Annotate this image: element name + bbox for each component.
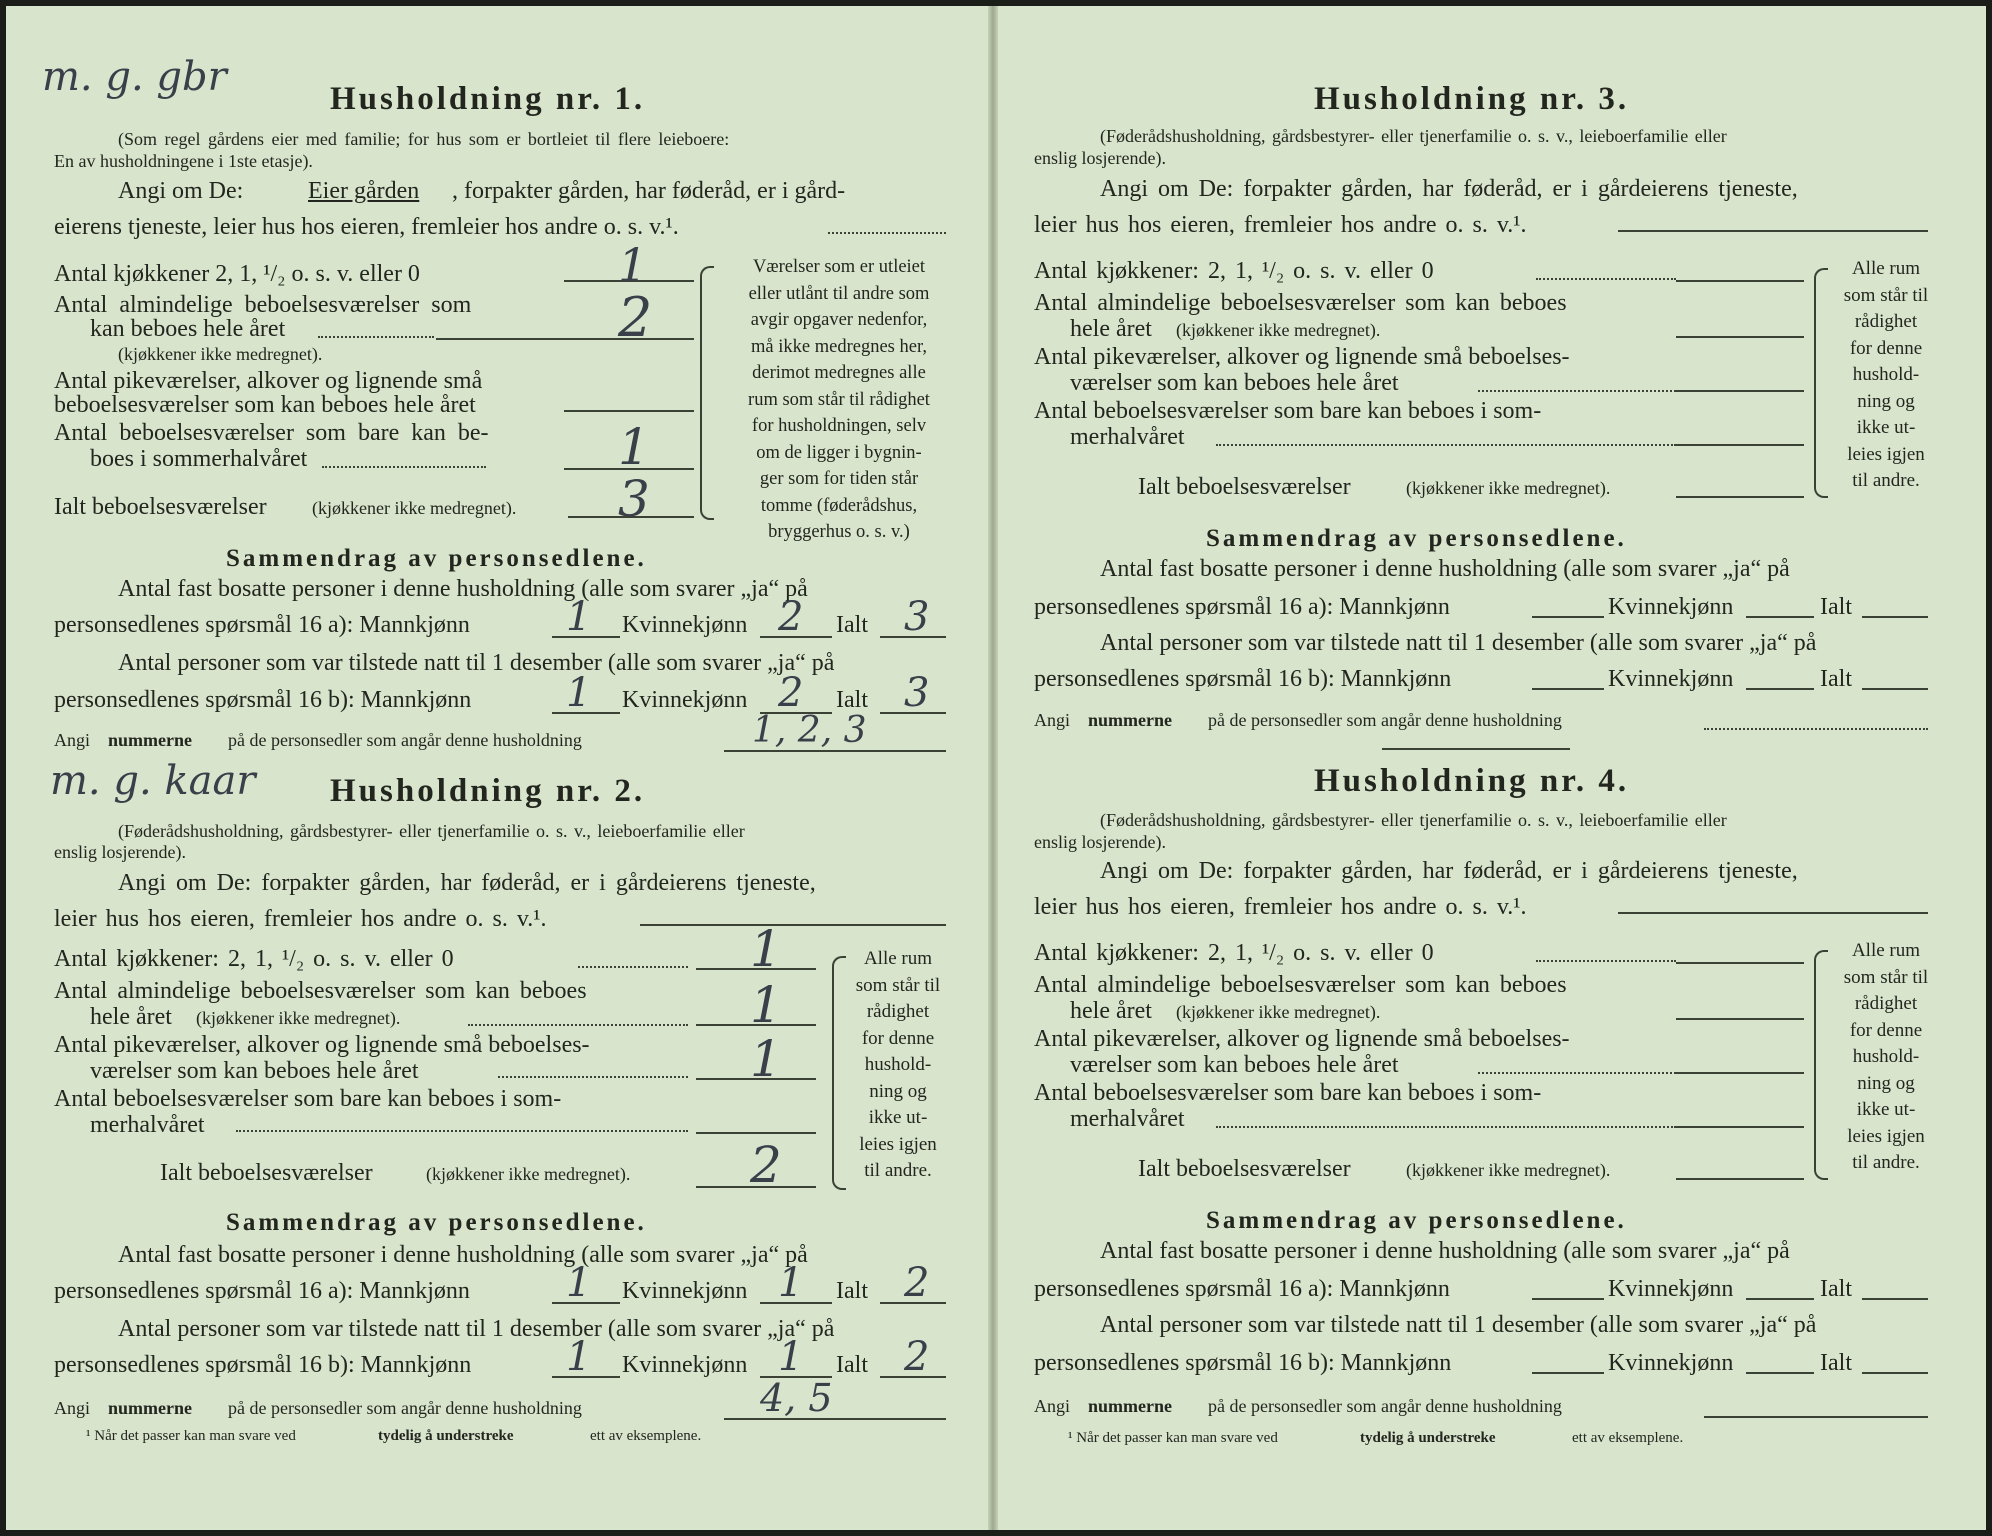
hh2-side-line: ikke ut- [868,1107,928,1128]
hh4-side-line: rådighet [1854,993,1918,1014]
separator-line [1382,748,1570,750]
hh1-nummer-bold: nummerne [108,730,192,750]
hh3-b-ialt-label: Ialt [1820,666,1852,692]
hh1-pike-2: beboelsesværelser som kan beboes hele året [54,392,476,418]
hh3-b-i-line [1862,688,1928,690]
hh4-nummer-line [1704,1416,1928,1418]
hh3-side-line: rådighet [1854,311,1918,332]
hh2-alm-3: (kjøkkener ikke medregnet). [196,1008,401,1028]
hh2-a-ialt-label: Ialt [836,1278,868,1304]
hh4-angi-fill [1618,912,1928,914]
hh2-sommer-dots [236,1130,688,1132]
hh2-a-kvinne-label: Kvinnekjønn [622,1278,748,1304]
hh2-s4: personsedlenes spørsmål 16 b): Mannkjønn [54,1352,472,1378]
hh1-ialt-note: (kjøkkener ikke medregnet). [312,498,517,518]
left-page [6,6,966,1530]
hh2-alm-1: Antal almindelige beboelsesværelser som kan beboes [54,978,587,1004]
hh3-side-line: hushold- [1852,364,1920,385]
hh1-side-line: må ikke medregnes her, [751,336,927,357]
hh3-b-m-line [1532,688,1604,690]
hh4-sommer-dots [1216,1126,1676,1128]
hh3-side-line: Alle rum [1851,258,1921,279]
hh2-b-i-value: 2 [904,1334,930,1380]
hh1-b-i-value: 3 [904,670,930,716]
hh1-b-ialt-label: Ialt [836,687,868,713]
hh4-ialt-label: Ialt beboelsesværelser [1138,1156,1351,1182]
hh4-side-note [1826,938,1946,1177]
hh3-sommer-2: merhalvåret [1070,424,1185,450]
hh2-alm-dots [468,1024,688,1026]
hh2-angi-1: Angi om De: forpakter gården, har føderåd, er i gårdeierens tjeneste, [118,870,816,896]
hh3-ialt-note: (kjøkkener ikke medregnet). [1406,478,1611,498]
hh2-angi-2: leier hus hos eieren, fremleier hos andre o. s. v.¹. [54,906,547,932]
hh1-side-line: for husholdningen, selv [751,416,927,436]
hh3-kjokken-label: Antal kjøkkener: 2, 1, ¹/₂ o. s. v. eller 0 [1034,258,1434,284]
hh3-angi-1: Angi om De: forpakter gården, har føderåd, er i gårdeierens tjeneste, [1100,176,1798,202]
hh2-kjokken-dots [578,966,688,968]
hh3-side-line: ikke ut- [1856,417,1916,438]
hh4-side-line: Alle rum [1851,940,1921,961]
margin-note-2: m. g. kaar [50,758,256,804]
hh2-sommer-line [696,1132,816,1134]
hh4-nummer-post: på de personsedler som angår denne husholdning [1208,1396,1562,1416]
hh3-alm-3: (kjøkkener ikke medregnet). [1176,320,1381,340]
hh1-ialt-value: 3 [618,470,650,528]
hh3-side-note [1826,256,1946,495]
hh3-side-line: leies igjen [1847,443,1925,465]
right-page [1020,6,1980,1530]
hh1-a-kvinne-label: Kvinnekjønn [622,612,748,638]
hh4-a-ialt-label: Ialt [1820,1276,1852,1302]
hh2-a-k-value: 1 [778,1260,804,1306]
hh4-b-k-line [1746,1372,1814,1374]
hh3-alm-2: hele året [1070,316,1152,342]
hh1-s2: personsedlenes spørsmål 16 a): Mannkjønn [54,612,470,638]
hh3-angi-2: leier hus hos eieren, fremleier hos andre o. s. v.¹. [1034,212,1527,238]
hh3-alm-1: Antal almindelige beboelsesværelser som kan beboes [1034,290,1567,316]
hh1-alm-dots [318,336,434,338]
hh2-pike-dots [498,1076,688,1078]
hh3-ialt-line [1676,496,1804,498]
hh2-sommer-1: Antal beboelsesværelser som bare kan beboes i som- [54,1086,562,1112]
hh2-ialt-label: Ialt beboelsesværelser [160,1160,373,1186]
hh3-pike-1: Antal pikeværelser, alkover og lignende små beboelses- [1034,344,1570,370]
hh2-nummer-bold: nummerne [108,1398,192,1418]
hh1-s3: Antal personer som var tilstede natt til 1 desember (alle som svarer „ja“ på [118,650,835,676]
hh4-b-i-line [1862,1372,1928,1374]
hh2-kjokken-value: 1 [750,920,782,978]
hh1-angi-rest: , forpakter gården, har føderåd, er i gård- [452,178,846,204]
hh1-ialt-label: Ialt beboelsesværelser [54,494,267,520]
hh2-b-m-value: 1 [566,1334,592,1380]
hh2-side-line: leies igjen [859,1133,937,1155]
hh4-side-line: hushold- [1852,1046,1920,1067]
hh1-side-line: avgir opgaver nedenfor, [750,310,928,330]
hh4-s3: Antal personer som var tilstede natt til 1 desember (alle som svarer „ja“ på [1100,1312,1817,1338]
hh1-sommer-2: boes i sommerhalvåret [90,446,308,472]
hh2-alm-2: hele året [90,1004,172,1030]
hh1-nummer-post: på de personsedler som angår denne husholdning [228,730,582,750]
hh1-alm-2: kan beboes hele året [90,316,286,342]
hh2-angi-fill [640,924,946,926]
hh1-side-line: Værelser som er utleiet [752,257,926,277]
hh4-a-m-line [1532,1298,1604,1300]
hh4-side-line: leies igjen [1847,1125,1925,1147]
hh1-a-k-value: 2 [778,594,804,640]
hh2-alm-value: 1 [750,976,782,1034]
hh3-pike-2: værelser som kan beboes hele året [1070,370,1399,396]
hh1-angi-fill [828,232,946,234]
hh4-s4: personsedlenes spørsmål 16 b): Mannkjønn [1034,1350,1452,1376]
hh4-b-m-line [1532,1372,1604,1374]
hh2-title: Husholdning nr. 2. [330,773,646,809]
hh3-a-m-line [1532,616,1604,618]
hh3-a-kvinne-label: Kvinnekjønn [1608,594,1734,620]
hh2-side-line: rådighet [866,1001,930,1022]
hh4-sommer-line [1676,1126,1804,1128]
hh1-side-line: om de ligger i bygnin- [756,442,922,463]
hh4-sommer-2: merhalvåret [1070,1106,1185,1132]
hh4-alm-3: (kjøkkener ikke medregnet). [1176,1002,1381,1022]
hh2-pike-2: værelser som kan beboes hele året [90,1058,419,1084]
hh3-b-k-line [1746,688,1814,690]
hh2-nummer-value: 4, 5 [760,1376,833,1420]
hh3-angi-fill [1618,230,1928,232]
hh4-ialt-line [1676,1178,1804,1180]
hh1-side-line: tomme (føderådshus, [760,495,918,516]
hh1-pike-line [564,410,694,412]
hh3-side-line: ning og [1857,390,1915,412]
hh4-side-line: ikke ut- [1856,1099,1916,1120]
hh2-side-line: ning og [869,1080,927,1102]
hh2-ialt-note: (kjøkkener ikke medregnet). [426,1164,631,1184]
hh2-side-line: hushold- [864,1054,932,1075]
hh4-a-k-line [1746,1298,1814,1300]
hh3-sommer-line [1676,444,1804,446]
census-sheet [6,6,1986,1530]
footnote-right-bold: tydelig å understreke [1360,1430,1496,1446]
hh3-sommer-dots [1216,444,1676,446]
hh3-nummer-post: på de personsedler som angår denne husholdning [1208,710,1562,730]
hh4-sommer-1: Antal beboelsesværelser som bare kan beboes i som- [1034,1080,1542,1106]
hh3-nummer-pre: Angi [1034,710,1070,730]
hh3-s4: personsedlenes spørsmål 16 b): Mannkjønn [1034,666,1452,692]
hh2-kjokken-label: Antal kjøkkener: 2, 1, ¹/₂ o. s. v. eller 0 [54,946,454,972]
hh3-ialt-label: Ialt beboelsesværelser [1138,474,1351,500]
hh3-b-kvinne-label: Kvinnekjønn [1608,666,1734,692]
hh1-side-line: eller utlånt til andre som [748,283,930,304]
hh4-alm-2: hele året [1070,998,1152,1024]
hh2-summary-title: Sammendrag av personsedlene. [226,1209,647,1236]
footnote-left-post: ett av eksemplene. [590,1428,702,1444]
hh1-pike-1: Antal pikeværelser, alkover og lignende små [54,368,483,394]
hh1-side-line: rum som står til rådighet [748,389,930,410]
hh1-b-m-value: 1 [566,670,592,716]
hh3-side-line: som står til [1843,284,1929,306]
hh1-angi-label: Angi om De: [118,178,244,204]
hh4-b-kvinne-label: Kvinnekjønn [1608,1350,1734,1376]
hh1-nummer-value: 1, 2, 3 [752,710,867,751]
hh1-title: Husholdning nr. 1. [330,81,646,117]
hh4-kjokken-dots [1536,960,1676,962]
hh2-side-line: som står til [855,974,941,996]
margin-note-1: m. g. gbr [42,54,227,100]
hh4-a-i-line [1862,1298,1928,1300]
hh4-ialt-note: (kjøkkener ikke medregnet). [1406,1160,1611,1180]
hh3-s1: Antal fast bosatte personer i denne husholdning (alle som svarer „ja“ på [1100,556,1790,582]
hh1-note-2: En av husholdningene i 1ste etasje). [54,151,313,171]
hh4-alm-1: Antal almindelige beboelsesværelser som kan beboes [1034,972,1567,998]
hh4-angi-1: Angi om De: forpakter gården, har føderåd, er i gårdeierens tjeneste, [1100,858,1798,884]
hh3-a-i-line [1862,616,1928,618]
hh3-side-line: til andre. [1852,470,1920,491]
hh1-nummer-pre: Angi [54,730,90,750]
hh2-b-k-value: 1 [778,1334,804,1380]
footnote-right-pre: ¹ Når det passer kan man svare ved [1068,1430,1278,1446]
hh1-alm-line [436,338,694,340]
footnote-left-pre: ¹ Når det passer kan man svare ved [86,1428,296,1444]
hh2-nummer-pre: Angi [54,1398,90,1418]
hh3-kjokken-dots [1536,278,1676,280]
hh1-summary-title: Sammendrag av personsedlene. [226,545,647,572]
hh2-ialt-value: 2 [750,1136,782,1194]
hh1-alm-3: (kjøkkener ikke medregnet). [118,344,323,364]
hh4-kjokken-label: Antal kjøkkener: 2, 1, ¹/₂ o. s. v. eller 0 [1034,940,1434,966]
hh1-kjokken-value: 1 [618,238,648,292]
hh1-note-1: (Som regel gårdens eier med familie; for hus som er bortleiet til flere leieboere: [118,129,730,149]
footnote-right-post: ett av eksemplene. [1572,1430,1684,1446]
hh1-side-line: derimot medregnes alle [752,363,926,383]
hh3-note-2: enslig losjerende). [1034,148,1166,168]
hh4-title: Husholdning nr. 4. [1314,763,1630,799]
hh4-side-line: som står til [1843,966,1929,988]
hh3-pike-line [1676,390,1804,392]
hh1-sommer-value: 1 [618,418,650,476]
hh2-b-ialt-label: Ialt [836,1352,868,1378]
hh2-a-i-value: 2 [904,1260,930,1306]
hh2-note-1: (Føderådshusholdning, gårdsbestyrer- eller tjenerfamilie o. s. v., leieboerfamilie eller [118,821,745,841]
hh2-s1: Antal fast bosatte personer i denne husholdning (alle som svarer „ja“ på [118,1242,808,1268]
hh4-side-line: ning og [1857,1072,1915,1094]
hh4-a-kvinne-label: Kvinnekjønn [1608,1276,1734,1302]
hh1-s1: Antal fast bosatte personer i denne husholdning (alle som svarer „ja“ på [118,576,808,602]
hh3-a-k-line [1746,616,1814,618]
hh3-alm-line [1676,336,1804,338]
hh2-pike-1: Antal pikeværelser, alkover og lignende små beboelses- [54,1032,590,1058]
hh1-sommer-dots [322,466,486,468]
hh4-note-1: (Føderådshusholdning, gårdsbestyrer- eller tjenerfamilie o. s. v., leieboerfamilie eller [1100,810,1727,830]
hh2-s2: personsedlenes spørsmål 16 a): Mannkjønn [54,1278,470,1304]
hh1-angi-underlined: Eier gården [308,178,420,204]
hh3-note-1: (Føderådshusholdning, gårdsbestyrer- eller tjenerfamilie o. s. v., leieboerfamilie eller [1100,126,1727,146]
hh4-s2: personsedlenes spørsmål 16 a): Mannkjønn [1034,1276,1450,1302]
hh4-pike-line [1676,1072,1804,1074]
hh2-b-kvinne-label: Kvinnekjønn [622,1352,748,1378]
hh3-pike-dots [1478,390,1676,392]
hh3-s3: Antal personer som var tilstede natt til 1 desember (alle som svarer „ja“ på [1100,630,1817,656]
hh1-a-ialt-label: Ialt [836,612,868,638]
hh2-sommer-2: merhalvåret [90,1112,205,1138]
hh2-side-line: for denne [861,1027,935,1049]
hh2-nummer-post: på de personsedler som angår denne husholdning [228,1398,582,1418]
footnote-left-bold: tydelig å understreke [378,1428,514,1444]
hh1-side-line: bryggerhus o. s. v.) [768,522,910,542]
hh4-s1: Antal fast bosatte personer i denne husholdning (alle som svarer „ja“ på [1100,1238,1790,1264]
hh2-side-line: til andre. [864,1160,932,1181]
hh4-b-ialt-label: Ialt [1820,1350,1852,1376]
hh2-note-2: enslig losjerende). [54,842,186,862]
hh1-sommer-1: Antal beboelsesværelser som bare kan be- [54,420,489,446]
hh4-side-line: for denne [1849,1019,1923,1041]
hh1-a-i-value: 3 [904,594,930,640]
hh4-nummer-bold: nummerne [1088,1396,1172,1416]
hh3-summary-title: Sammendrag av personsedlene. [1206,525,1627,552]
hh1-alm-value: 2 [618,286,653,349]
hh4-kjokken-line [1676,962,1804,964]
hh4-note-2: enslig losjerende). [1034,832,1166,852]
hh1-brace [700,266,714,520]
hh1-kjokken-label: Antal kjøkkener 2, 1, ¹/₂ o. s. v. eller 0 [54,261,420,287]
hh4-nummer-pre: Angi [1034,1396,1070,1416]
hh3-a-ialt-label: Ialt [1820,594,1852,620]
hh1-a-m-value: 1 [566,594,592,640]
hh1-side-line: ger som for tiden står [759,469,919,489]
hh2-a-m-value: 1 [566,1260,592,1306]
hh1-alm-1: Antal almindelige beboelsesværelser som [54,292,472,318]
hh4-side-line: til andre. [1852,1152,1920,1173]
hh1-side-note [714,254,964,546]
hh4-alm-line [1676,1018,1804,1020]
hh4-pike-2: værelser som kan beboes hele året [1070,1052,1399,1078]
hh4-pike-dots [1478,1072,1676,1074]
hh4-angi-2: leier hus hos eieren, fremleier hos andre o. s. v.¹. [1034,894,1527,920]
hh3-nummer-bold: nummerne [1088,710,1172,730]
hh3-title: Husholdning nr. 3. [1314,81,1630,117]
hh2-side-note [838,946,958,1185]
hh3-kjokken-line [1676,280,1804,282]
hh3-side-line: for denne [1849,337,1923,359]
hh1-angi-line-2: eierens tjeneste, leier hus hos eieren, fremleier hos andre o. s. v.¹. [54,214,679,240]
hh4-summary-title: Sammendrag av personsedlene. [1206,1207,1627,1234]
hh2-side-line: Alle rum [863,948,933,969]
hh1-b-kvinne-label: Kvinnekjønn [622,687,748,713]
hh4-pike-1: Antal pikeværelser, alkover og lignende små beboelses- [1034,1026,1570,1052]
hh2-nummer-line [724,1418,946,1420]
hh2-pike-value: 1 [750,1030,782,1088]
hh3-s2: personsedlenes spørsmål 16 a): Mannkjønn [1034,594,1450,620]
hh3-sommer-1: Antal beboelsesværelser som bare kan beboes i som- [1034,398,1542,424]
hh2-s3: Antal personer som var tilstede natt til 1 desember (alle som svarer „ja“ på [118,1316,835,1342]
hh1-b-k-value: 2 [778,670,804,716]
hh1-s4: personsedlenes spørsmål 16 b): Mannkjønn [54,687,472,713]
hh3-nummer-line [1704,728,1928,730]
